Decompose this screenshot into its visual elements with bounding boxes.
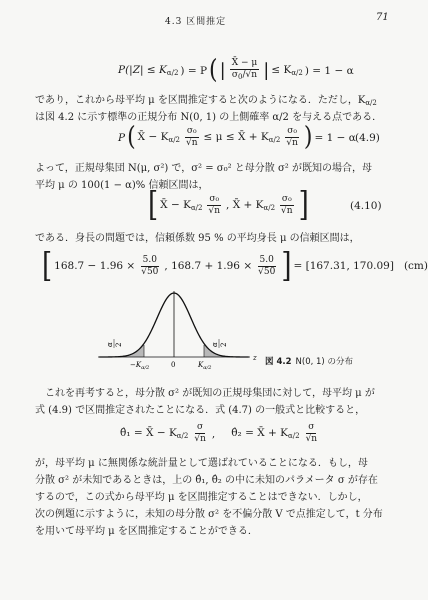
eq49-frac2 — [284, 126, 300, 149]
eq-top-bar-l: | — [219, 60, 226, 81]
eqtheta-f2-den: √n — [305, 434, 318, 444]
eq-top-rest-sub: α/2 — [291, 69, 303, 77]
eqtheta-frac2 — [304, 422, 320, 445]
eq49-mid: ≤ μ ≤ X̄ + K — [203, 131, 269, 143]
equation-numeric-interval — [42, 246, 428, 286]
eq410-a: X̄ − K — [160, 198, 191, 211]
eqnum-frac2 — [256, 255, 277, 278]
paragraph-3 — [35, 230, 390, 247]
page-number: 71 — [376, 12, 389, 23]
eq-top-frac-den-sub: 0 — [238, 73, 243, 81]
tick-left: $-K_{\alpha/2}$ — [130, 361, 150, 371]
equation-probability-z — [118, 54, 354, 85]
right-tail-label-num: α — [211, 342, 219, 347]
para5-line4: 次の例題に示すように，未知の母分散 σ² を不偏分散 V で点推定して，t 分布 — [35, 509, 383, 520]
eq-top-result: ) = 1 − α — [304, 64, 354, 77]
para4-line2: 式 (4.9) で区間推定されたことになる．式 (4.7) の一般式と比較すると， — [35, 405, 366, 416]
left-tail-label-den: 2 — [115, 342, 123, 347]
eq-top-frac-den-a: σ — [231, 70, 239, 80]
eq410-f2-den: √n — [281, 205, 293, 216]
eqtheta-f2-num: σ — [308, 422, 315, 432]
eq-top-frac-den-b: /√n — [242, 70, 258, 80]
tick-zero: 0 — [171, 361, 176, 369]
eqtheta-f1-num: σ — [197, 422, 204, 432]
axis-var-z: z — [253, 354, 257, 362]
eqnum-unit: (cm) — [403, 260, 428, 272]
para5-line2: 分散 σ² が未知であるときは，上の θ̂₁, θ̂₂ の中に未知のパラメータ σ が存在 — [35, 475, 378, 486]
eqnum-a: 168.7 − 1.96 × — [54, 260, 136, 272]
eqtheta-f1-den: √n — [194, 434, 206, 444]
eq410-b-sub: α/2 — [263, 203, 276, 212]
eq410-sep: , X̄ + K — [226, 198, 264, 211]
eqnum-open: [ — [42, 246, 53, 286]
section-title: 4.3 区間推定 — [165, 17, 227, 27]
normal-distribution-figure — [90, 285, 270, 375]
para5-line1: が，母平均 μ に無関係な統計量として選ばれていることになる．もし，母 — [35, 458, 368, 469]
eqnum-f2-num: 5.0 — [259, 254, 274, 265]
eqnum-f2-den: √50 — [258, 266, 276, 277]
eq410-f1-den: √n — [208, 205, 221, 216]
equation-4-10 — [148, 185, 309, 225]
eq410-open: [ — [148, 185, 159, 225]
eqtheta-comma: , — [211, 427, 216, 440]
eqnum-f1-num: 5.0 — [142, 254, 157, 265]
para2-line2: 平均 μ の 100(1 − α)% 信頼区間は， — [35, 180, 209, 191]
running-header — [0, 12, 425, 28]
eqtheta-t2-sub: α/2 — [288, 432, 300, 440]
eq49-frac1 — [184, 126, 200, 149]
eq49-tail: = 1 − α — [314, 131, 356, 144]
eq-top-mid: ) = P — [180, 64, 208, 77]
eq49-p: P — [118, 131, 126, 144]
eq49-f2-den: √n — [286, 138, 298, 148]
paragraph-1 — [35, 92, 390, 126]
eqnum-f1-den: √50 — [141, 266, 159, 277]
paragraph-2 — [35, 160, 390, 194]
paragraph-4 — [35, 385, 390, 419]
eq-top-open-paren: ( — [209, 54, 218, 85]
eqtheta-frac1 — [192, 422, 208, 445]
para5-line5: を用いて母平均 μ を区間推定することができる． — [35, 526, 258, 537]
eq49-f1-num: σ₀ — [186, 126, 197, 136]
eq-top-left-sub: α/2 — [166, 69, 179, 77]
tick-right: $K_{\alpha/2}$ — [198, 361, 212, 371]
eq410-f2-num: σ₀ — [281, 193, 292, 204]
eq49-number: (4.9) — [355, 132, 380, 144]
equation-4-9 — [118, 121, 356, 152]
eq410-number: (4.10) — [350, 200, 382, 212]
eq410-frac2 — [279, 194, 295, 217]
eq410-frac1 — [207, 194, 223, 217]
eq-top-bar-r: | — [263, 60, 270, 81]
eqnum-result: = [167.31, 170.09] — [293, 260, 394, 272]
figure-caption-label: 図 4.2 — [265, 357, 292, 367]
eq49-f2-num: σ₀ — [287, 126, 297, 136]
eq410-close: ] — [298, 185, 309, 225]
paragraph-5 — [35, 455, 390, 540]
left-tail-label-num: α — [106, 342, 114, 347]
eqnum-b: , 168.7 + 1.96 × — [164, 260, 253, 272]
eq-top-rest: ≤ K — [271, 64, 292, 76]
eq410-f1-num: σ₀ — [209, 193, 220, 204]
para2-line1: よって，正規母集団 N(μ, σ²) で，σ² = σ₀² と母分散 σ² が既知の場合，母 — [35, 163, 372, 174]
para4-line1: これを再考すると，母分散 σ² が既知の正規母集団に対して，母平均 μ が — [45, 388, 375, 399]
para1-line1: であり，これから母平均 μ を区間推定すると次のようになる．ただし，K — [35, 95, 366, 106]
eq49-open: ( — [127, 121, 136, 152]
equation-theta — [120, 422, 321, 445]
eqnum-frac1 — [139, 255, 160, 278]
eqtheta-t1: θ̂₁ = X̄ − K — [120, 427, 177, 439]
eq410-a-sub: α/2 — [190, 203, 203, 212]
para1-line2: は図 4.2 に示す標準の正規分布 N(0, 1) の上側確率 α/2 を与える点である． — [35, 112, 383, 123]
eqtheta-t1-sub: α/2 — [176, 432, 189, 440]
eq49-b-sub: α/2 — [268, 136, 281, 144]
right-tail-label-den: 2 — [220, 342, 228, 347]
eqnum-close: ] — [281, 246, 292, 286]
figure-caption-text: N(0, 1) の分布 — [295, 357, 353, 367]
right-tail-label — [211, 339, 228, 348]
para1-line1-sub: α/2 — [365, 99, 377, 107]
eq-top-frac-num: X̄ − μ — [231, 58, 258, 68]
eq49-a: X̄ − K — [137, 131, 169, 143]
eq49-a-sub: α/2 — [168, 136, 181, 144]
para5-line3: するので，この式から母平均 μ を区間推定することはできない．しかし， — [35, 492, 368, 503]
figure-caption — [265, 355, 353, 367]
eq-top-fraction — [230, 58, 260, 83]
eq49-close: ) — [303, 121, 313, 152]
left-tail-label — [106, 339, 123, 348]
para3-line1: である．身長の問題では，信頼係数 95 % の平均身長 μ の信頼区間は， — [35, 233, 360, 244]
eq49-f1-den: √n — [186, 138, 198, 148]
eq-top-left: P(|Z| ≤ K — [118, 64, 167, 76]
eqtheta-t2: θ̂₂ = X̄ + K — [231, 427, 289, 439]
